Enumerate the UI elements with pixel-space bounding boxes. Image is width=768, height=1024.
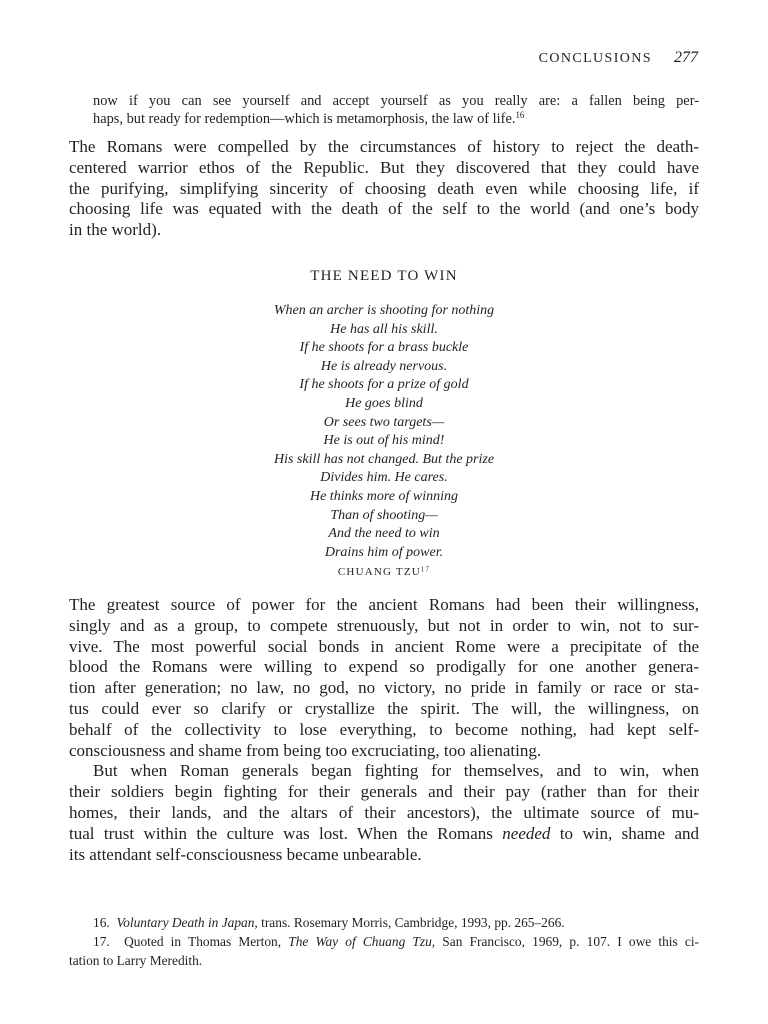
- poem-line: He thinks more of winning: [309, 488, 459, 504]
- footnote-ref-17[interactable]: 17: [420, 566, 431, 574]
- footnote-17-continuation: tation to Larry Meredith.: [69, 953, 203, 968]
- poem-line: He is out of his mind!: [323, 433, 445, 449]
- poem-line: He goes blind: [345, 395, 423, 411]
- paragraph-line: behalf of the collectivity to lose everything, to become nothing, had kept self-: [69, 719, 699, 739]
- paragraph-line: choosing life was equated with the death of the self to the world (and one’s body: [69, 199, 699, 219]
- running-head: [539, 49, 698, 67]
- poem-line: He is already nervous.: [320, 358, 448, 374]
- epigraph-poem: [0, 302, 768, 562]
- poem-line: Than of shooting—: [330, 507, 438, 523]
- poem-attribution: [0, 566, 768, 578]
- paragraph-3-line: their soldiers begin fighting for their generals and their pay (rather than for their: [69, 782, 699, 802]
- footnote-title: Voluntary Death in Japan,: [116, 915, 258, 930]
- paragraph-line: blood the Romans were willing to expend so prodigally for one another genera-: [69, 657, 699, 677]
- block-quote: [93, 92, 699, 128]
- attribution-author: CHUANG TZU: [337, 566, 421, 578]
- paragraph-line: the purifying, simplifying sincerity of choosing death even while choosing life, if: [69, 178, 699, 198]
- footnote-16: [69, 913, 699, 932]
- section-title: THE NEED TO WIN: [310, 268, 458, 284]
- paragraph-2: [69, 595, 699, 865]
- paragraph-3-line: its attendant self-consciousness became unbearable.: [69, 844, 422, 864]
- poem-line: If he shoots for a brass buckle: [299, 340, 469, 356]
- poem-line: He has all his skill.: [330, 321, 438, 337]
- footnote-text: Quoted in Thomas Merton,: [124, 934, 289, 949]
- paragraph-line: centered warrior ethos of the Republic. But they discovered that they could have: [69, 157, 699, 177]
- paragraph-1: [69, 137, 699, 241]
- footnote-17: [69, 932, 699, 951]
- running-head-section: CONCLUSIONS: [538, 51, 652, 66]
- paragraph-3-text: to win, shame and: [550, 823, 700, 843]
- emphasis-needed: needed: [502, 823, 551, 843]
- paragraph-line: vive. The most powerful social bonds in ancient Rome were a precipitate of the: [69, 636, 699, 656]
- poem-line: His skill has not changed. But the prize: [273, 451, 495, 467]
- poem-line: Drains him of power.: [324, 544, 444, 560]
- paragraph-3-line: homes, their lands, and the altars of their ancestors), the ultimate source of mu-: [69, 802, 699, 822]
- paragraph-3-line: But when Roman generals began fighting for themselves, and to win, when: [93, 761, 699, 781]
- paragraph-line: tion after generation; no law, no god, no victory, no pride in family or race or sta-: [69, 678, 699, 698]
- poem-line: And the need to win: [328, 526, 440, 542]
- page-number: 277: [674, 49, 698, 66]
- footnote-text: San Francisco, 1969, p. 107. I owe this ci-: [435, 934, 699, 949]
- paragraph-line: tus could ever so clarify or crystallize the spirit. The will, the willingness, on: [69, 698, 699, 718]
- footnote-text: trans. Rosemary Morris, Cambridge, 1993, pp. 265–266.: [257, 915, 565, 930]
- paragraph-line: singly and as a group, to compete strenuously, but not in order to win, not to sur-: [69, 615, 699, 635]
- paragraph-3-text: tual trust within the culture was lost. When the Romans: [69, 823, 493, 843]
- poem-line: Or sees two targets—: [323, 414, 445, 430]
- footnote-number: 16.: [93, 915, 110, 930]
- poem-line: Divides him. He cares.: [320, 470, 448, 486]
- paragraph-line: The Romans were compelled by the circumstances of history to reject the death-: [69, 137, 699, 156]
- footnote-number: 17.: [93, 934, 110, 949]
- block-quote-line: now if you can see yourself and accept yourself as you really are: a fallen being per-: [93, 93, 699, 109]
- poem-line: If he shoots for a prize of gold: [299, 377, 469, 393]
- paragraph-3-line: [69, 824, 699, 845]
- poem-line: When an archer is shooting for nothing: [273, 303, 495, 318]
- paragraph-line: consciousness and shame from being too excruciating, too alienating.: [69, 740, 542, 760]
- paragraph-line: in the world).: [69, 220, 162, 240]
- footnote-ref-16[interactable]: 16: [515, 110, 525, 121]
- paragraph-line: The greatest source of power for the ancient Romans had been their willingness,: [69, 595, 699, 614]
- block-quote-line: [93, 110, 699, 128]
- block-quote-line-text: haps, but ready for redemption—which is metamorphosis, the law of life.: [93, 111, 516, 127]
- footnotes: [69, 913, 699, 970]
- footnote-title: The Way of Chuang Tzu,: [288, 934, 436, 949]
